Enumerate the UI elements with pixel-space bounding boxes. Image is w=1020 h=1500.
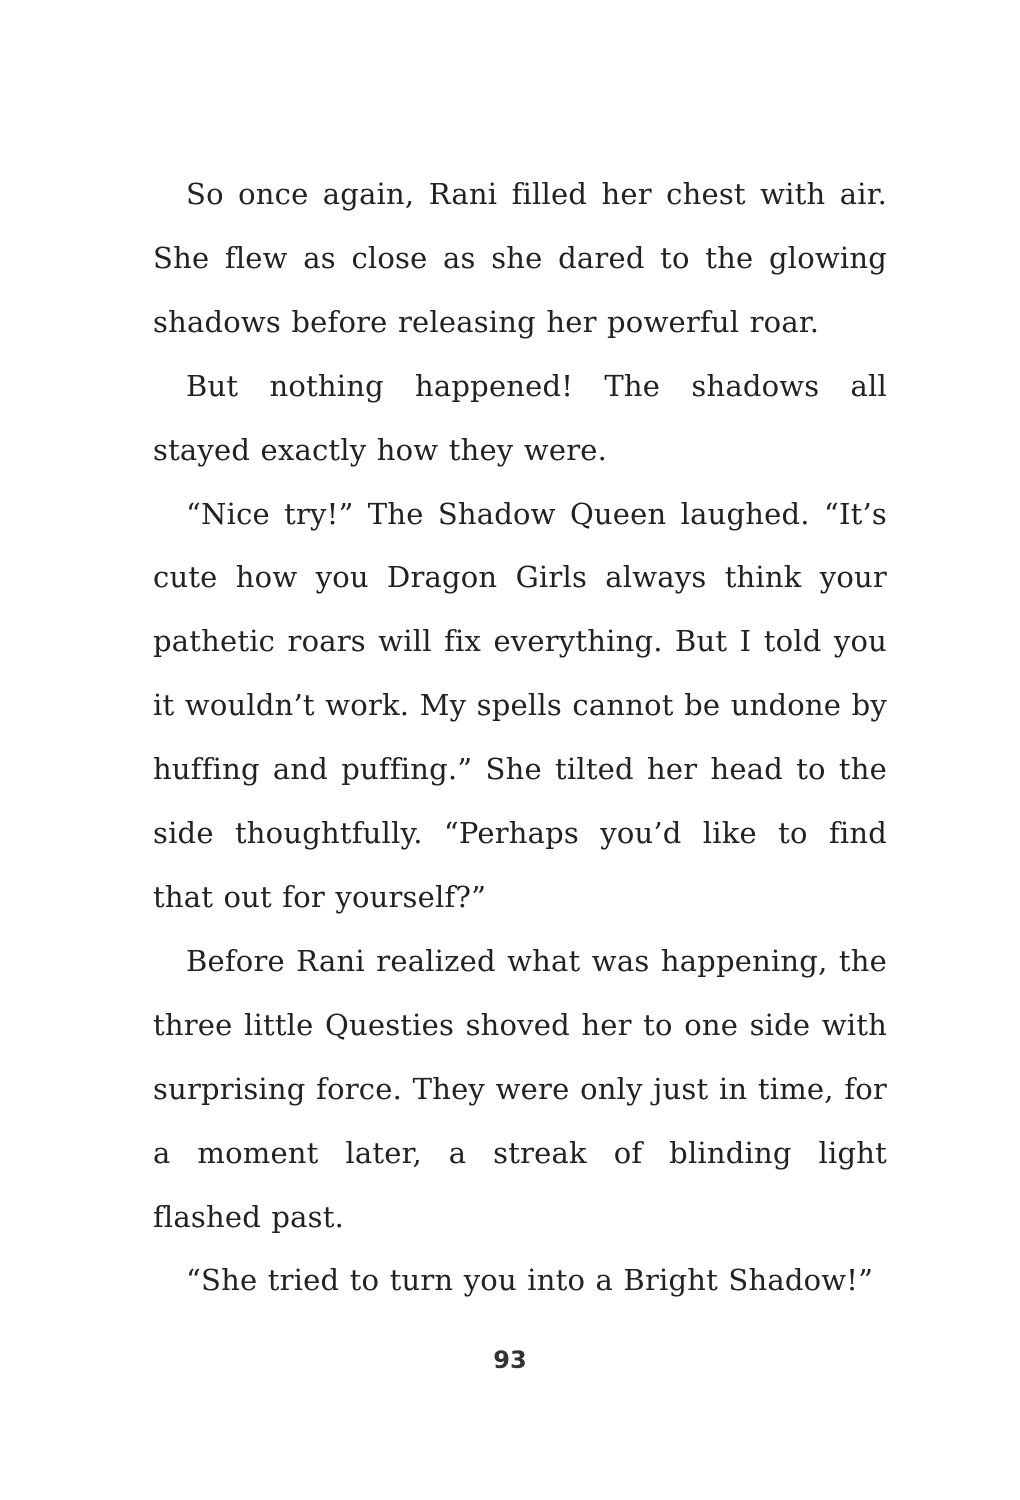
body-text	[153, 163, 887, 1313]
paragraph: “Nice try!” The Shadow Queen laughed. “It’s cute how you Dragon Girls always think your pathetic roars will fix everything. But I told you it wouldn’t work. My spells cannot be undone by huffing and puffing.” She tilted her head to the side thoughtfully. “Perhaps you’d like to find that out for yourself?”	[153, 496, 887, 914]
paragraph: So once again, Rani filled her chest with air. She flew as close as she dared to the glowing shadows before releasing her powerful roar.	[153, 177, 887, 339]
page-number: 93	[493, 1346, 527, 1374]
paragraph: Before Rani realized what was happening, the three little Questies shoved her to one side with surprising force. They were only just in time, for a moment later, a streak of blinding light flashed past.	[153, 943, 887, 1234]
paragraph: But nothing happened! The shadows all stayed exactly how they were.	[153, 368, 887, 467]
paragraph: “She tried to turn you into a Bright Shadow!”	[186, 1263, 874, 1298]
